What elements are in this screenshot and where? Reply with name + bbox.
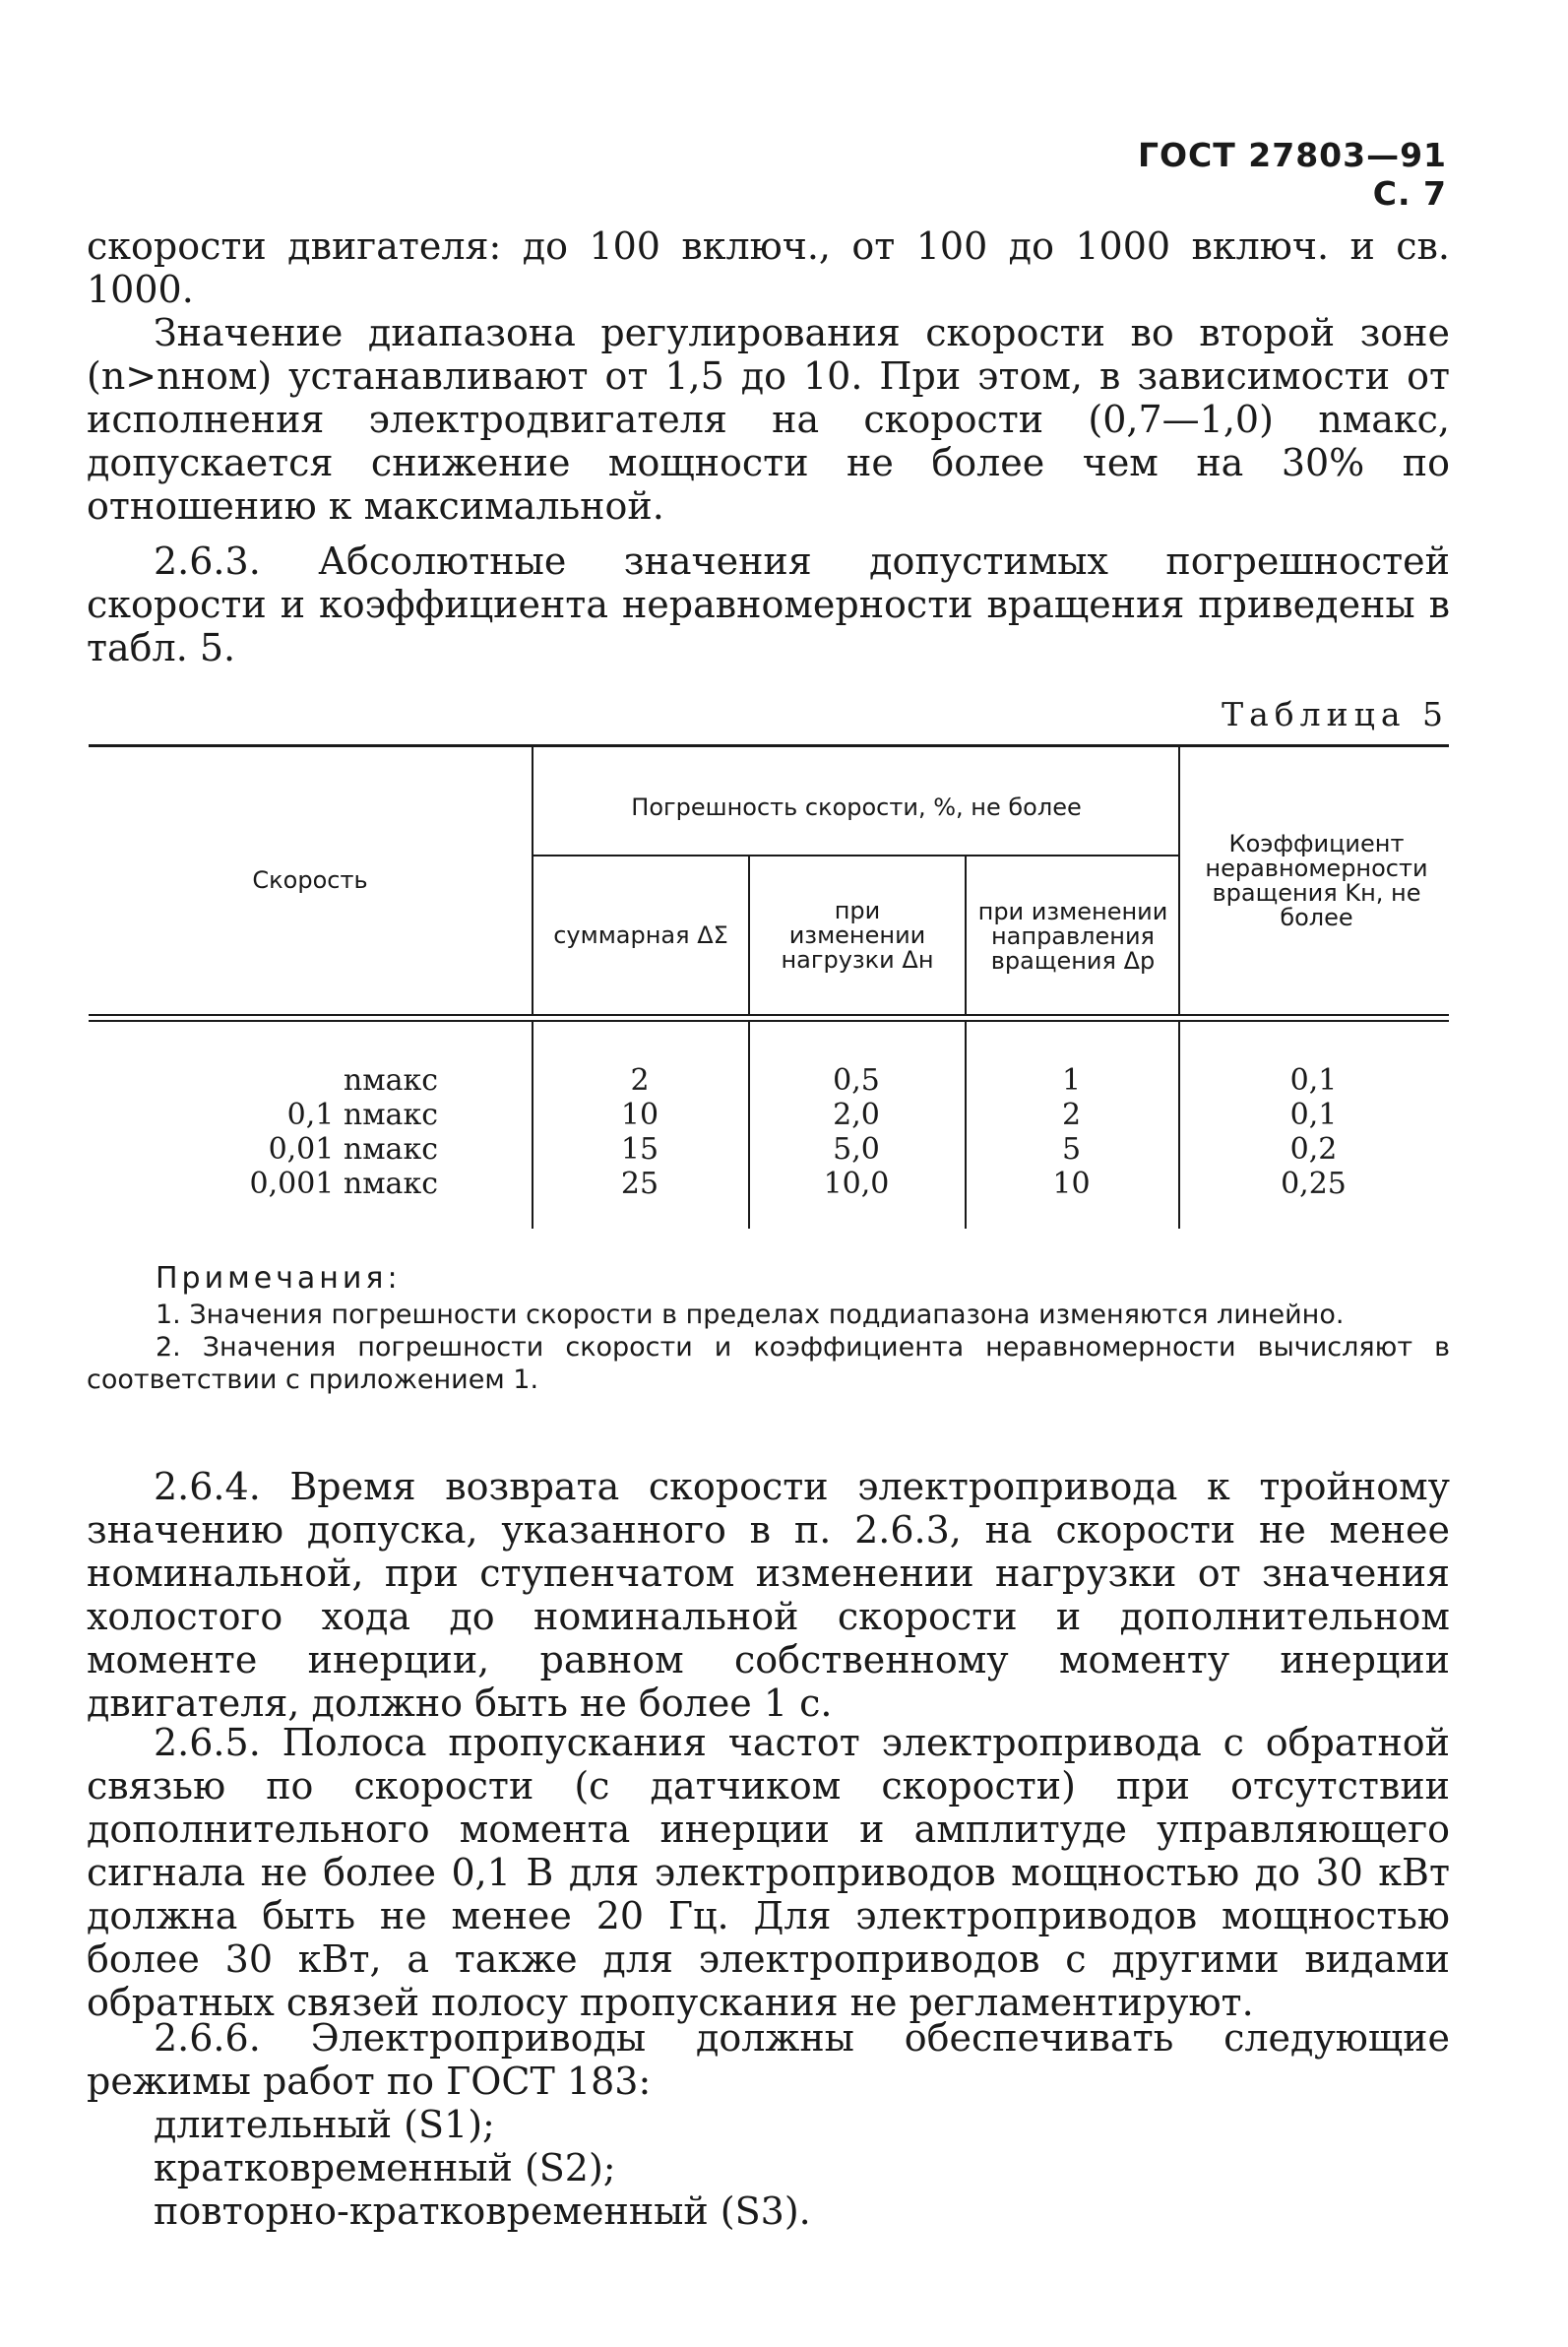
paragraph-2-6-3 bbox=[87, 539, 1450, 669]
mode-item: повторно-кратковременный (S3). bbox=[154, 2189, 811, 2233]
table-row bbox=[89, 1063, 1447, 1098]
table-row bbox=[89, 1132, 1447, 1167]
cell-coef: 0,25 bbox=[1281, 1167, 1347, 1201]
cell-coef: 0,1 bbox=[1289, 1063, 1338, 1098]
cell-total: 10 bbox=[620, 1098, 659, 1132]
table-vrule-2 bbox=[748, 856, 750, 1014]
paragraph-2-6-3-text: 2.6.3. Абсолютные значения допустимых погрешностей скорости и коэффициента неравномерности вращения приведены в табл. 5. bbox=[87, 539, 1450, 669]
header-load-change: при изменении нагрузки Δн bbox=[781, 896, 934, 974]
cell-load: 0,5 bbox=[833, 1063, 880, 1098]
cell-direction: 10 bbox=[1052, 1167, 1091, 1201]
cell-direction: 2 bbox=[1061, 1098, 1082, 1132]
table-notes bbox=[87, 1262, 1450, 1396]
intro-paragraph: Значение диапазона регулирования скорости во второй зоне (n>nном) устанавливают от 1,5 до 10. При этом, в зависимости от исполнения электродвигателя на скорости (0,7—1,0) nмакс, допускается снижение мощности не более чем на 30% по отношению к максимальной. bbox=[87, 311, 1450, 528]
cell-coef: 0,2 bbox=[1289, 1132, 1338, 1167]
paragraph-2-6-5 bbox=[87, 1721, 1450, 2024]
cell-load: 2,0 bbox=[833, 1098, 880, 1132]
header-total: суммарная ΔΣ bbox=[553, 920, 728, 949]
table-vrule-4 bbox=[1178, 747, 1180, 1014]
table-vrule-3 bbox=[965, 856, 967, 1014]
header-speed: Скорость bbox=[252, 866, 368, 894]
note-item: 2. Значения погрешности скорости и коэффициента неравномерности вычисляют в соответствии с приложением 1. bbox=[87, 1332, 1450, 1395]
paragraph-2-6-5-text: 2.6.5. Полоса пропускания частот электропривода с обратной связью по скорости (с датчиком скорости) при отсутствии дополнительного момента инерции и амплитуде управляющего сигнала не более 0,1 В для электроприводов мощностью до 30 кВт должна быть не менее 20 Гц. Для электроприводов мощностью более 30 кВт, а также для электроприводов с другими видами обратных связей полосу пропускания не регламентируют. bbox=[87, 1721, 1450, 2024]
cell-speed: 0,1 nмакс bbox=[286, 1098, 438, 1132]
table-header-rule-2 bbox=[89, 1020, 1449, 1022]
cell-speed: nмакс bbox=[343, 1063, 438, 1098]
paragraph-2-6-4-text: 2.6.4. Время возврата скорости электропривода к тройному значению допуска, указанного в п. 2.6.3, на скорости не менее номинальной, при ступенчатом изменении нагрузки от значения холостого хода до номинальной скорости и дополнительном моменте инерции, равном собственному моменту инерции двигателя, должно быть не более 1 с. bbox=[87, 1465, 1450, 1725]
cell-speed: 0,001 nмакс bbox=[249, 1167, 438, 1201]
intro-continuation: скорости двигателя: до 100 включ., от 100 до 1000 включ. и св. 1000. bbox=[87, 224, 1450, 311]
table-row bbox=[89, 1098, 1447, 1132]
header-error-group: Погрешность скорости, %, не более bbox=[631, 793, 1082, 821]
cell-total: 25 bbox=[620, 1167, 659, 1201]
table-vrule-1 bbox=[532, 747, 533, 1014]
cell-total: 15 bbox=[620, 1132, 659, 1167]
cell-speed: 0,01 nмакс bbox=[268, 1132, 438, 1167]
table-header-rule-1 bbox=[89, 1014, 1449, 1016]
page-header: ГОСТ 27803—91 С. 7 bbox=[1137, 136, 1447, 213]
notes-title: Примечания: bbox=[156, 1261, 402, 1296]
cell-direction: 5 bbox=[1061, 1132, 1082, 1167]
mode-item: кратковременный (S2); bbox=[154, 2146, 616, 2189]
cell-coef: 0,1 bbox=[1289, 1098, 1338, 1132]
cell-total: 2 bbox=[630, 1063, 650, 1098]
cell-direction: 1 bbox=[1061, 1063, 1082, 1098]
table-caption: Таблица 5 bbox=[1222, 695, 1449, 733]
paragraph-2-6-4 bbox=[87, 1465, 1450, 1725]
mode-item: длительный (S1); bbox=[154, 2103, 495, 2146]
table-row bbox=[89, 1167, 1447, 1201]
header-coefficient: Коэффициент неравномерности вращения Kн, не более bbox=[1205, 830, 1428, 931]
intro-section bbox=[87, 224, 1450, 528]
paragraph-2-6-6 bbox=[87, 2016, 1450, 2233]
table-subheader-rule bbox=[532, 855, 1178, 856]
cell-load: 10,0 bbox=[823, 1167, 890, 1201]
paragraph-2-6-6-text: 2.6.6. Электроприводы должны обеспечивать следующие режимы работ по ГОСТ 183: bbox=[87, 2016, 1450, 2103]
cell-load: 5,0 bbox=[833, 1132, 880, 1167]
header-direction-change: при изменении направления вращения Δр bbox=[977, 897, 1168, 975]
note-item: 1. Значения погрешности скорости в пределах поддиапазона изменяются линейно. bbox=[156, 1300, 1345, 1330]
